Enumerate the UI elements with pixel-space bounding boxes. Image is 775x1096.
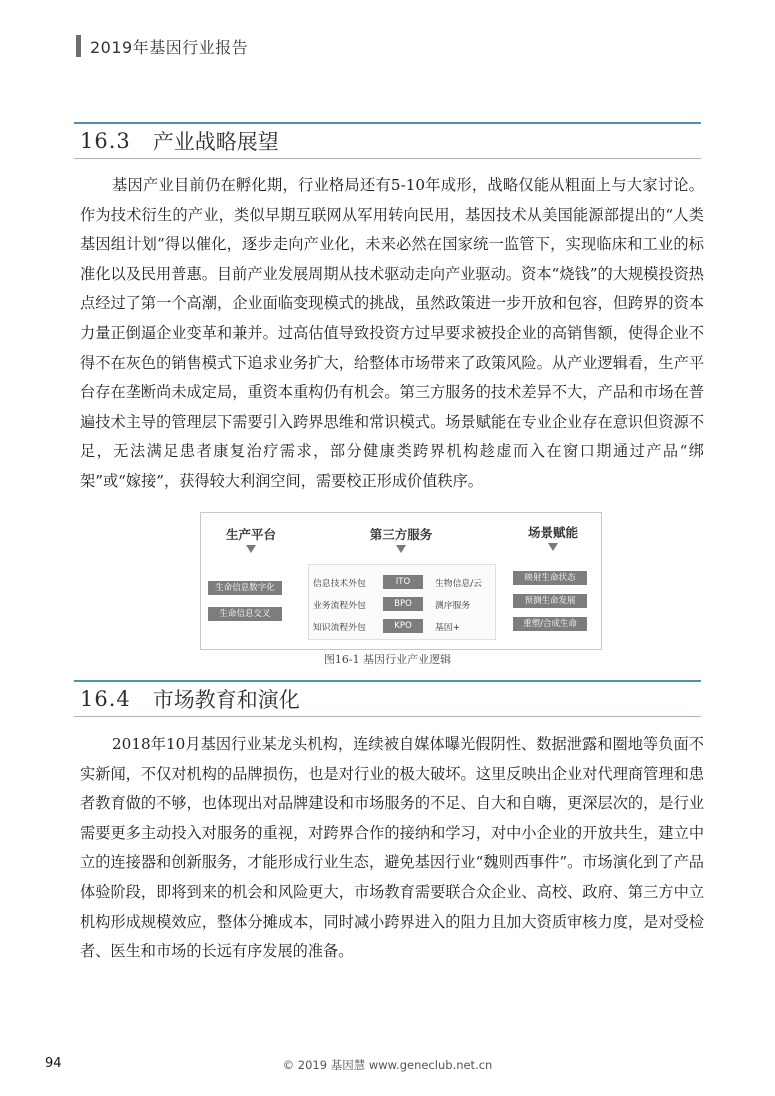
section-heading-16-3 (74, 122, 701, 159)
arrow-down-icon (548, 543, 558, 551)
arrow-down-icon (246, 545, 256, 553)
box-digitization: 生命信息数字化 (208, 581, 282, 595)
box-predict-life: 预测生命发展 (513, 594, 587, 608)
industry-logic-figure (200, 512, 602, 650)
col-scenario-title: 场景赋能 (527, 525, 578, 540)
section-title: 市场教育和演化 (152, 688, 300, 712)
section-title: 产业战略展望 (152, 130, 279, 154)
running-header (76, 34, 248, 58)
label-ito-right: 生物信息/云 (435, 579, 482, 589)
label-bpo-left: 业务流程外包 (313, 601, 366, 611)
arrow-down-icon (396, 545, 406, 553)
box-crossing: 生命信息交叉 (208, 607, 282, 621)
box-map-life: 映射生命状态 (513, 571, 587, 585)
badge-bpo: BPO (383, 597, 423, 611)
label-bpo-right: 测序服务 (435, 601, 471, 611)
footer-copyright: © 2019 基因慧 www.geneclub.net.cn (282, 1058, 493, 1072)
section-number: 16.3 (80, 129, 131, 153)
figure-caption: 图16-1 基因行业产业逻辑 (323, 653, 452, 666)
col-third-party-title: 第三方服务 (369, 527, 433, 542)
paragraph-strategy: 基因产业目前仍在孵化期，行业格局还有5-10年成形，战略仅能从粗面上与大家讨论。作为技术衍生的产业，类似早期互联网从军用转向民用，基因技术从美国能源部提出的“人类基因组计划”得以催化，逐步走向产业化，未来必然在国家统一监管下，实现临床和工业的标准化以及民用普惠。目前产业发展周期从技术驱动走向产业驱动。资本“烧钱”的大规模投资热点经过了第一个高潮，企业面临变现模式的挑战，虽然政策进一步开放和包容，但跨界的资本力量正倒逼企业变革和兼并。过高估值导致投资方过早要求被投企业的高销售额，使得企业不得不在灰色的销售模式下追求业务扩大，给整体市场带来了政策风险。从产业逻辑看，生产平台存在垄断尚未成定局，重资本重构仍有机会。第三方服务的技术差异不大，产品和市场在普遍技术主导的管理层下需要引入跨界思维和常识模式。场景赋能在专业企业存在意识但资源不足，无法满足患者康复治疗需求，部分健康类跨界机构趁虚而入在窗口期通过产品“绑架”或“嫁接”，获得较大利润空间，需要校正形成价值秩序。 (80, 176, 704, 490)
label-ito-left: 信息技术外包 (313, 579, 366, 589)
third-party-panel (308, 564, 496, 640)
box-reshape-life: 重塑/合成生命 (513, 617, 587, 631)
label-kpo-right: 基因+ (435, 623, 460, 633)
badge-kpo: KPO (383, 619, 423, 633)
section-heading-16-4 (74, 680, 701, 717)
col-production-platform-title: 生产平台 (225, 527, 276, 542)
section-bottom-rule (74, 716, 701, 717)
paragraph-market-education: 2018年10月基因行业某龙头机构，连续被自媒体曝光假阴性、数据泄露和圈地等负面不实新闻，不仅对机构的品牌损伤，也是对行业的极大破坏。这里反映出企业对代理商管理和患者教育做的不够，也体现出对品牌建设和市场服务的不足、自大和自嗨，更深层次的，是行业需要更多主动投入对服务的重视，对跨界合作的接纳和学习，对中小企业的开放共生，建立中立的连接器和创新服务，才能形成行业生态，避免基因行业“魏则西事件”。市场演化到了产品体验阶段，即将到来的机会和风险更大，市场教育需要联合众企业、高校、政府、第三方中立机构形成规模效应，整体分摊成本，同时减小跨界进入的阻力且加大资质审核力度，是对受检者、医生和市场的长远有序发展的准备。 (80, 735, 704, 961)
label-kpo-left: 知识流程外包 (313, 623, 366, 633)
report-title: 2019年基因行业报告 (90, 37, 249, 57)
section-number: 16.4 (80, 687, 131, 711)
header-bar (76, 35, 81, 57)
badge-ito: ITO (383, 575, 423, 589)
section-bottom-rule (74, 158, 701, 159)
page-number: 94 (45, 1056, 62, 1071)
